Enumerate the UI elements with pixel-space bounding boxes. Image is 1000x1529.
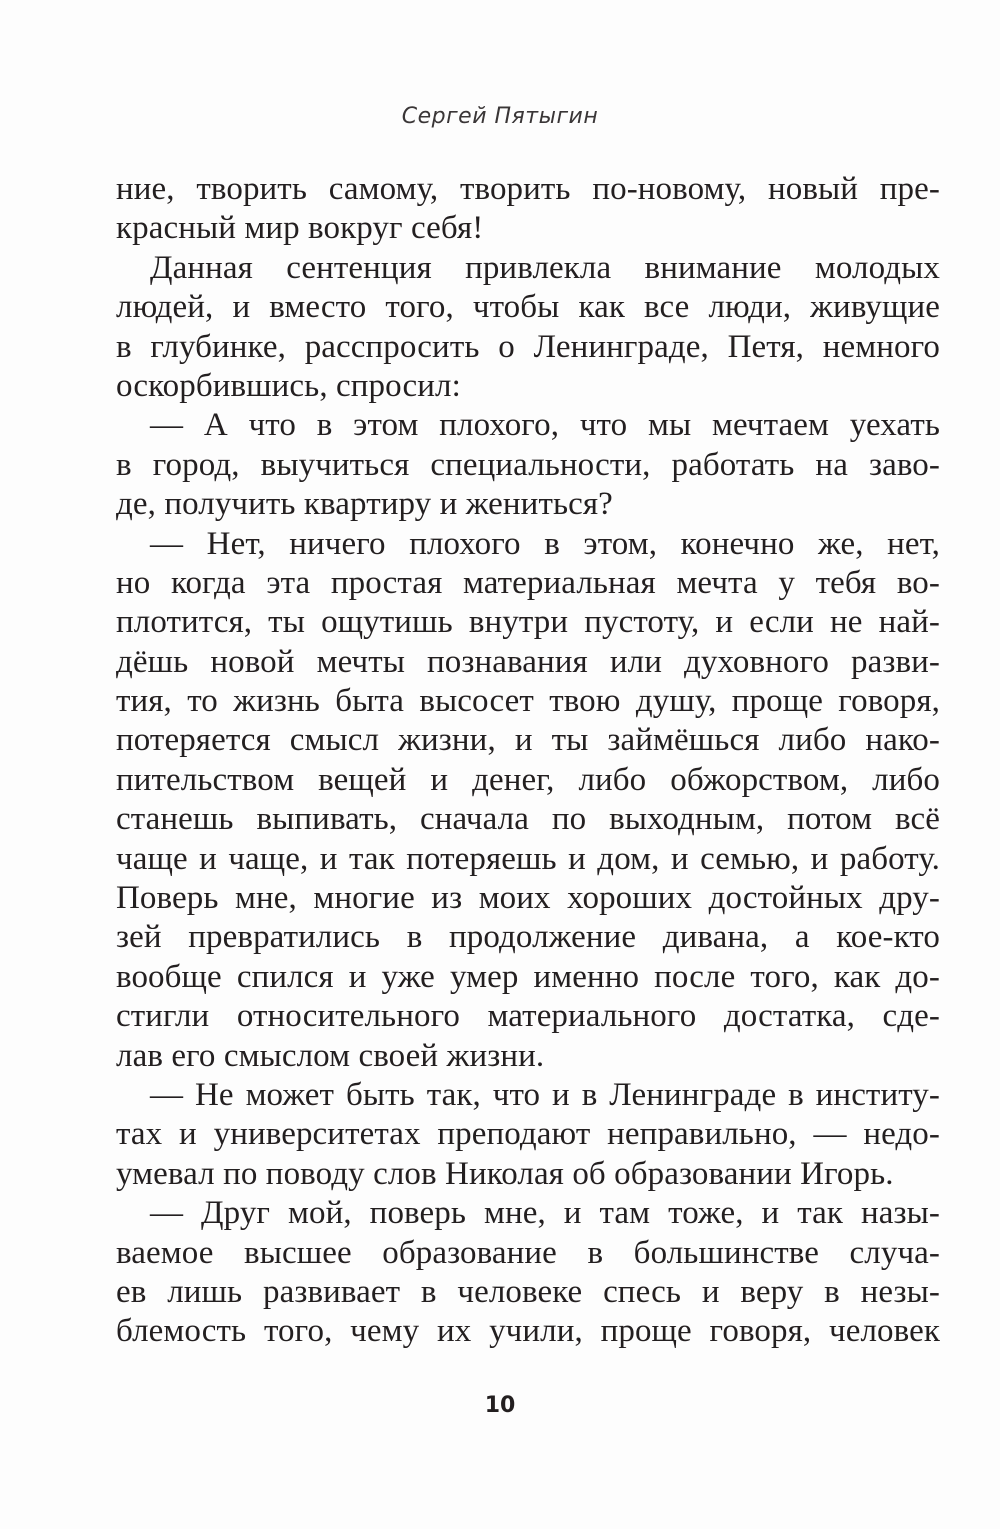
text-line: ние, творить самому, творить по-новому, новый пре- (116, 171, 940, 207)
text-line: ваемое высшее образование в большинстве случа- (116, 1234, 940, 1271)
text-line: оскорбившись, спросил: (116, 367, 461, 404)
page-number: 10 (484, 1393, 516, 1418)
text-line: де, получить квартиру и жениться? (116, 486, 613, 523)
text-line: лав его смыслом своей жизни. (116, 1037, 545, 1074)
text-line: но когда эта простая материальная мечта у тебя во- (116, 564, 940, 601)
text-line: дёшь новой мечты познавания или духовного разви- (116, 643, 940, 680)
text-line: — Друг мой, поверь мне, и там тоже, и так назы- (150, 1195, 940, 1232)
text-line: зей превратились в продолжение дивана, а кое-кто (116, 919, 940, 956)
text-line: блемость того, чему их учили, проще говоря, человек (116, 1313, 940, 1350)
text-line: вообще спился и уже умер именно после того, как до- (116, 958, 940, 995)
text-line: в город, выучиться специальности, работать на заво- (116, 446, 940, 483)
text-line: ев лишь развивает в человеке спесь и веру в незы- (116, 1273, 940, 1310)
text-line: — Нет, ничего плохого в этом, конечно же, нет, (150, 525, 940, 562)
text-line: людей, и вместо того, чтобы как все люди, живущие (116, 289, 940, 326)
text-line: красный мир вокруг себя! (116, 210, 484, 247)
text-line: стигли относительного материального достатка, сде- (116, 998, 940, 1035)
text-line: — Не может быть так, что и в Ленинграде в институ- (150, 1076, 940, 1113)
text-line: потеряется смысл жизни, и ты займёшься либо нако- (116, 722, 940, 759)
text-line: тия, то жизнь быта высосет твою душу, проще говоря, (116, 683, 940, 720)
text-line: тах и университетах преподают неправильно, — недо- (116, 1116, 940, 1153)
text-line: умевал по поводу слов Николая об образовании Игорь. (116, 1155, 894, 1192)
running-head-author: Сергей Пятыгин (401, 104, 599, 129)
text-line: плотится, ты ощутишь внутри пустоту, и если не най- (116, 604, 940, 641)
text-line: Данная сентенция привлекла внимание молодых (150, 249, 940, 286)
body-text (116, 170, 940, 1352)
text-line: — А что в этом плохого, что мы мечтаем уехать (150, 407, 940, 444)
text-line: станешь выпивать, сначала по выходным, потом всё (116, 801, 940, 838)
text-line: пительством вещей и денег, либо обжорством, либо (116, 761, 940, 798)
text-line: в глубинке, расспросить о Ленинграде, Петя, немного (116, 328, 940, 365)
text-line: Поверь мне, многие из моих хороших достойных дру- (116, 880, 940, 917)
text-line: чаще и чаще, и так потеряешь и дом, и семью, и работу. (116, 840, 940, 877)
